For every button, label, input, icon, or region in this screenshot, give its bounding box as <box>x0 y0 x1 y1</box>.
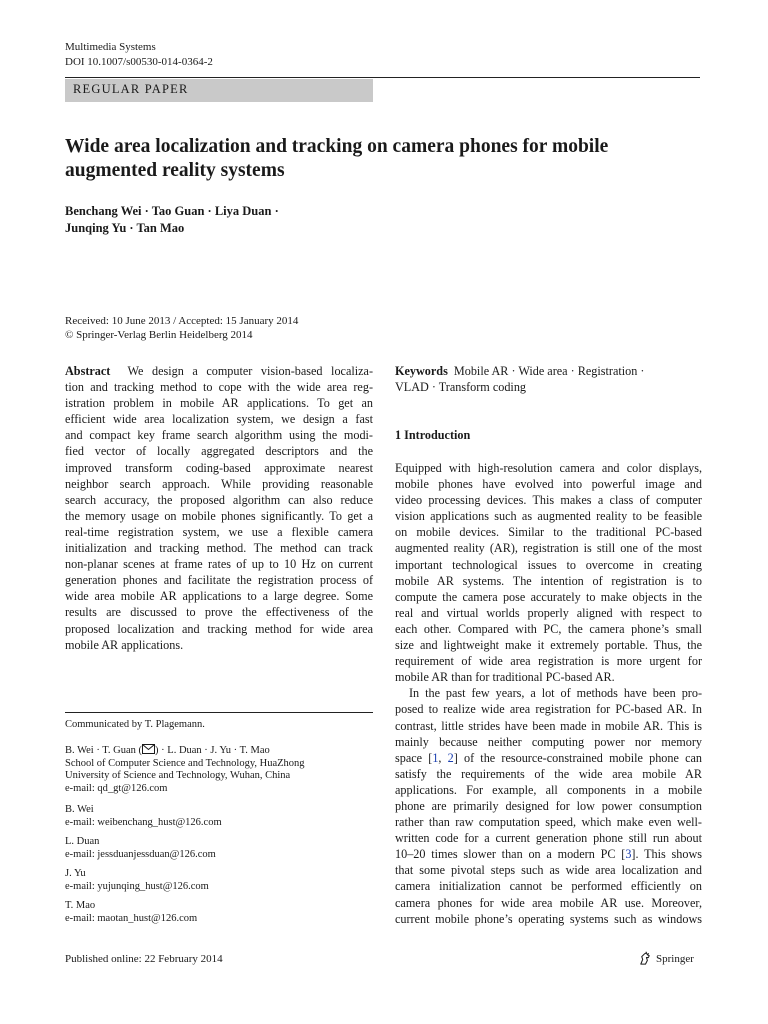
citation-link[interactable]: 3 <box>625 847 632 862</box>
intro-line: important technological issues to overcome in creating <box>395 557 702 572</box>
abstract-line: real-time registration system, we use a flexible camera <box>65 524 373 539</box>
intro-line: requirement of wide area registration is more urgent for <box>395 654 702 669</box>
section-heading: 1 Introduction <box>395 428 471 442</box>
intro-line: posed to realize wide area registration for PC-based AR. In <box>395 702 702 717</box>
abstract-line: efficient wide area localization system, we design a fast <box>65 412 373 427</box>
publisher-logo <box>638 951 694 966</box>
springer-horse-icon <box>638 951 653 966</box>
intro-line: size and lightweight make it extremely portable. Thus, the <box>395 638 702 653</box>
intro-line: mobile phones have evolved into powerful image and <box>395 477 702 492</box>
intro-line: written code for a current generation phone still run about <box>395 831 702 846</box>
introduction-body <box>395 460 702 927</box>
copyright: © Springer-Verlag Berlin Heidelberg 2014 <box>65 329 253 341</box>
contact-email[interactable]: e-mail: jessduanjessduan@126.com <box>65 848 216 860</box>
contact-name: L. Duan <box>65 836 100 847</box>
envelope-icon[interactable] <box>142 744 155 754</box>
intro-line: video processing devices. This makes a class of computer <box>395 493 702 508</box>
citation-link[interactable]: 1 <box>432 750 439 765</box>
paper-type-banner: REGULAR PAPER <box>65 79 373 102</box>
keywords-line <box>395 363 702 379</box>
author-list <box>65 203 365 237</box>
paper-title <box>65 135 705 183</box>
text-run: B. Wei · T. Guan ( <box>65 745 143 756</box>
keywords-text: Mobile AR · Wide area · Registration · <box>453 364 645 378</box>
intro-line: contrast, little strides have been made in mobile AR. This is <box>395 718 702 733</box>
text-run: ] of the resource-constrained mobile phone can <box>453 750 702 765</box>
abstract-line: wide area mobile AR applications to a large degree. Some <box>65 589 373 604</box>
intro-line: In the past few years, a lot of methods have been pro- <box>409 686 702 701</box>
intro-line: mobile AR than for traditional PC-based AR. <box>395 670 615 685</box>
affiliation-block <box>65 744 375 795</box>
abstract-line: initialization and tracking method. The method can track <box>65 541 373 556</box>
intro-line: current mobile phone’s operating systems such as windows <box>395 911 702 926</box>
intro-line: camera initialization cannot be performed efficiently on <box>395 879 702 894</box>
contact-email[interactable]: e-mail: yujunqing_hust@126.com <box>65 880 209 892</box>
abstract-line: mobile AR applications. <box>65 637 184 652</box>
text-run: 10–20 times slower than on a modern PC [ <box>395 847 626 862</box>
intro-line: mainly because neither computing power nor memory <box>395 734 702 749</box>
title-line: augmented reality systems <box>65 160 285 181</box>
intro-line: vision applications such as augmented reality to be feasible <box>395 509 702 524</box>
abstract-line: generation phones and facilitate the registration process of <box>65 573 373 588</box>
journal-name: Multimedia Systems <box>65 41 156 53</box>
contact-name: T. Mao <box>65 900 96 911</box>
intro-line: each other. Compared with PC, the camera phone’s small <box>395 621 702 636</box>
text-run: ) · L. Duan · J. Yu · T. Mao <box>155 745 270 756</box>
citation-link[interactable]: 2 <box>447 750 454 765</box>
abstract-line <box>65 363 373 379</box>
intro-line: applications. For example, all components in a mobile <box>395 782 702 797</box>
abstract-line: fied vector of locally aggregated descriptors and the <box>65 444 373 459</box>
intro-line: camera phones for wide area mobile AR use. Moreover, <box>395 895 702 910</box>
title-line: Wide area localization and tracking on camera phones for mobile <box>65 136 609 157</box>
doi[interactable]: DOI 10.1007/s00530-014-0364-2 <box>65 56 213 68</box>
publisher-name: Springer <box>656 952 694 965</box>
intro-line: compute the camera pose accurately to make objects in the <box>395 589 702 604</box>
contact-block <box>65 836 375 861</box>
abstract-line: the memory usage on mobile phones significantly. To get a <box>65 508 373 523</box>
intro-line <box>395 846 702 862</box>
text-run: ]. This shows <box>631 847 702 862</box>
intro-line: real and virtual worlds properly aligned with respect to <box>395 605 702 620</box>
abstract-line: tion and tracking method to cope with the wide area reg- <box>65 380 373 395</box>
affiliation-university: University of Science and Technology, Wuhan, China <box>65 770 291 782</box>
abstract-line: neighbor search approach. While providing reasonable <box>65 476 373 491</box>
header-rule <box>65 77 700 78</box>
received-accepted: Received: 10 June 2013 / Accepted: 15 January 2014 <box>65 315 299 327</box>
abstract-line: improved transform coding-based approximate nearest <box>65 460 373 475</box>
abstract-label: Abstract <box>65 364 111 378</box>
published-date: Published online: 22 February 2014 <box>65 953 223 965</box>
contact-name: B. Wei <box>65 804 94 815</box>
dates-block <box>65 314 298 342</box>
abstract-line: results are discussed to prove the effectiveness of the <box>65 605 373 620</box>
author-line: Junqing Yu · Tan Mao <box>65 221 185 235</box>
intro-line: that some pivotal steps such as wide area localization and <box>395 863 702 878</box>
intro-line: on mobile devices. Similar to the traditional PC-based <box>395 525 702 540</box>
contact-name: J. Yu <box>65 868 86 879</box>
keywords-label: Keywords <box>395 364 448 378</box>
communicated-by: Communicated by T. Plagemann. <box>65 719 205 730</box>
intro-line: Equipped with high-resolution camera and color displays, <box>395 461 702 475</box>
abstract-text: We design a computer vision-based localiza- <box>127 364 374 378</box>
abstract-line: proposed localization and tracking method for wide area <box>65 621 373 636</box>
contact-email[interactable]: e-mail: maotan_hust@126.com <box>65 912 198 924</box>
intro-line: phone are primarily designed for low power consumption <box>395 798 702 813</box>
intro-line: rather than raw computation speed, which make even well- <box>395 815 702 830</box>
abstract-line: search accuracy, the proposed algorithm can also reduce <box>65 492 373 507</box>
contact-block <box>65 868 375 893</box>
abstract <box>65 363 373 653</box>
keywords <box>395 363 702 395</box>
intro-line <box>395 750 702 766</box>
contact-block <box>65 900 375 925</box>
journal-header <box>65 40 213 70</box>
text-run: , <box>438 750 448 765</box>
intro-line: mobile AR systems. The intention of registration is to <box>395 573 702 588</box>
abstract-line: non-planar scenes at frame rates of up to 10 Hz on current <box>65 557 373 572</box>
affiliation-school: School of Computer Science and Technology, HuaZhong <box>65 757 305 769</box>
text-run: space [ <box>395 750 433 765</box>
author-line: Benchang Wei · Tao Guan · Liya Duan · <box>65 204 279 218</box>
footnote-rule <box>65 712 373 713</box>
intro-line: augmented reality (AR), registration is still one of the most <box>395 541 702 556</box>
contact-block <box>65 804 375 829</box>
keywords-line: VLAD · Transform coding <box>395 380 527 395</box>
contact-email[interactable]: e-mail: weibenchang_hust@126.com <box>65 816 222 828</box>
affiliation-authors <box>65 744 375 758</box>
affiliation-email[interactable]: e-mail: qd_gt@126.com <box>65 782 168 794</box>
abstract-line: and compact key frame search algorithm using the modi- <box>65 428 373 443</box>
intro-line: satisfy the requirements of the wide area mobile AR <box>395 766 702 781</box>
abstract-line: istration problem in mobile AR applications. To get an <box>65 396 373 411</box>
